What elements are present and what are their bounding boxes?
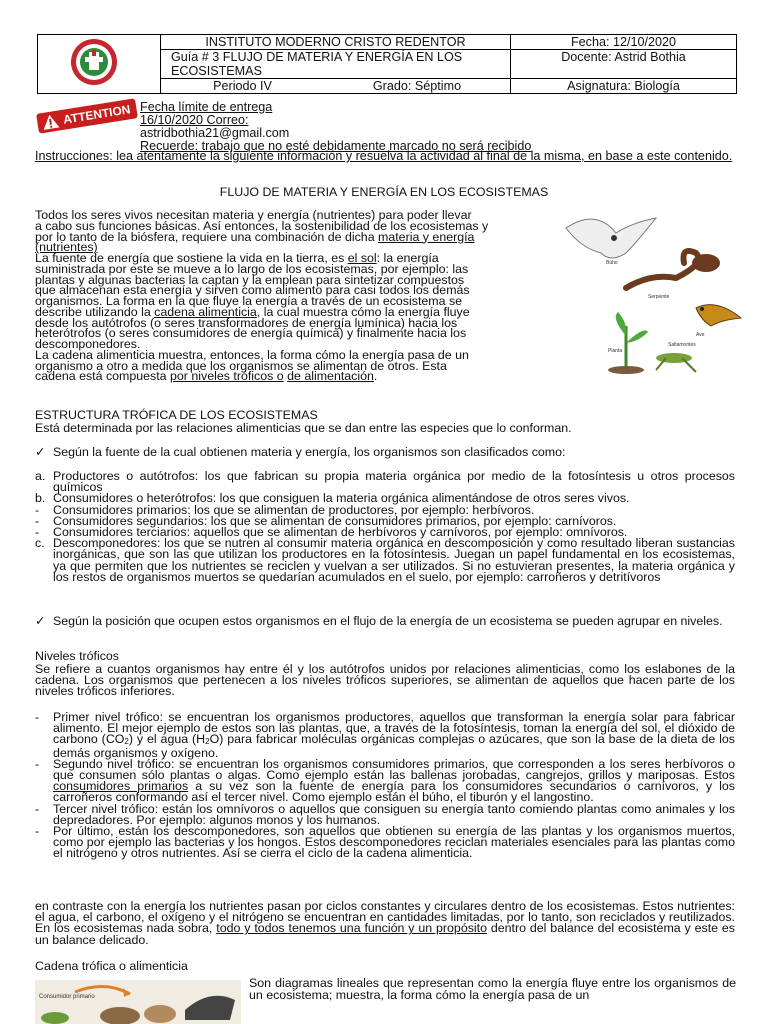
- deadline-block: [140, 101, 531, 153]
- contrast-paragraph: en contraste con la energía los nutrientes pasan por ciclos constantes y circulares dentro de los ecosistemas. Estos nutrientes: el agua, el carbono, el oxígeno y el nitrógeno se encuentran en cantidades limitadas, por lo tanto, son reciclados y reutilizados. En los ecosistemas nada sobra, todo y todos tenemos una función y un propósito dentro del balance del ecosistema y este es un balance delicado.: [35, 899, 735, 947]
- check-item-1: ✓ Según la fuente de la cual obtienen materia y energía, los organismos son clasificados como:: [35, 445, 566, 459]
- list-item: - Consumidores primarios: los que se alimentan de productores, por ejemplo: herbívoros.: [35, 502, 535, 517]
- estructura-heading: ESTRUCTURA TRÓFICA DE LOS ECOSISTEMAS: [35, 408, 318, 422]
- food-chain-figure: [556, 208, 744, 380]
- deadline-label: Fecha límite de entrega: [140, 100, 273, 114]
- image-label: Consumidor primario: [39, 994, 95, 1000]
- estructura-desc: Está determinada por las relaciones alimenticias que se dan entre las especies que lo conforman.: [35, 421, 572, 435]
- school-seal-icon: [69, 37, 119, 87]
- intro-paragraph: Todos los seres vivos necesitan materia y energía (nutrientes) para poder llevar a cabo sus funciones básicas. Así entonces, la sostenibilidad de los ecosistemas y por lo tanto de la biósfera, requiere una combinación de dicha materia y energía (nutrientes) La fuente de energía que sostiene la vida en la tierra, es el sol: la energía suministrada por este se mueve a lo largo de los ecosistemas, por ejemplo: las plantas y algunas bacterias la captan y la emplean para sintetizar compuestos que almacenan esta energía y sirven como alimento para casi todos los demás organismos. La forma en la que fluye la energía a través de un ecosistema se describe utilizando la cadena alimenticia, la cual muestra cómo la energía fluye desde los autótrofos (o seres transformadores de energía lumínica) hacia los heterótrofos (o seres consumidores de energía química) y finalmente hacia los descomponedores. La cadena alimenticia muestra, entonces, la forma cómo la energía pasa de un organismo a otro a medida que los organismos se alimentan de otros. Esta cadena está compuesta por niveles tróficos o de alimentación.: [35, 208, 489, 384]
- list-item: b. Consumidores o heterótrofos: los que consiguen la materia orgánica alimentándose de otros seres vivos.: [35, 491, 630, 506]
- animal-icon: [144, 1005, 176, 1023]
- checkmark-icon: ✓: [35, 445, 46, 459]
- list-item: - Tercer nivel trófico: están los omnívoros o aquellos que consiguen su energía tanto comiendo plantas como animales y los depredadores. Por ejemplo: algunos monos y los humanos.: [35, 801, 735, 827]
- cadena-alimenticia-term: cadena alimenticia: [154, 304, 257, 319]
- institution-name: INSTITUTO MODERNO CRISTO REDENTOR: [161, 35, 511, 50]
- grasshopper-label: Saltamontes: [668, 342, 696, 348]
- plant-icon: [608, 312, 648, 374]
- grasshopper-icon: [656, 353, 696, 372]
- date: Fecha: 12/10/2020: [511, 35, 737, 50]
- instructions: Instrucciones: lea atentamente la siguiente información y resuelva la actividad al final de la misma, en base a este contenido.: [35, 149, 733, 163]
- attention-label: ATTENTION: [62, 102, 132, 127]
- logo-cell: [38, 35, 161, 94]
- el-sol: el sol: [347, 251, 377, 265]
- list-item: - Primer nivel trófico: se encuentran los organismos productores, aquellos que transforman la energía solar para fabricar alimento. El mejor ejemplo de estos son las plantas, que, a través de la fotosíntesis, toman la energía del sol, el dióxido de carbono (CO2) y el agua (H2O) para fabricar moléculas orgánicas complejas o azúcares, que son la base de la dieta de los demás organismos y oxígeno.: [35, 710, 735, 760]
- cadena-heading: Cadena trófica o alimenticia: [35, 959, 188, 973]
- classification-list: [35, 471, 735, 583]
- guide-title: Guía # 3 FLUJO DE MATERIA Y ENERGÍA EN LOS ECOSISTEMAS: [161, 50, 511, 79]
- teacher: Docente: Astrid Bothia: [511, 50, 737, 79]
- header-table: [37, 34, 737, 94]
- list-item: - Consumidores segundarios: los que se alimentan de consumidores primarios, por ejemplo: carnívoros.: [35, 513, 617, 528]
- owl-icon: [566, 218, 656, 258]
- food-chain-image: [35, 980, 241, 1024]
- grass-icon: [41, 1012, 69, 1024]
- grade: Grado: Séptimo: [372, 79, 462, 93]
- subject: Asignatura: Biología: [511, 79, 737, 94]
- snake-icon: [626, 251, 720, 288]
- list-item: c. Descomponedores: los que se nutren al consumir materia orgánica en descomposición y como resultado liberan sustancias inorgánicas, que son las que utilizan los productores en la fotosíntesis. Juegan un papel fundamental en los ecosistemas, ya que permiten que los nutrientes se reciclen y vuelvan a ser utilizados. Si no estuvieran presentes, la materia orgánica y los restos de organismos muertos se quedarían acumulados en el suelo, por ejemplo: carroñeros y detritívoros: [35, 536, 735, 584]
- cadena-desc: Son diagramas lineales que representan como la energía fluye entre los organismos de un ecosistema; muestra, la forma cómo la energía pasa de un: [249, 976, 736, 1002]
- link-materia-energia: materia y energía: [378, 229, 475, 244]
- email-label: Correo:: [203, 113, 249, 127]
- list-item: - Segundo nivel trófico: se encuentran los organismos consumidores primarios, que corresponden a los seres herbívoros o que consumen sólo plantas o algas. Como ejemplo están las ballenas jorobadas, cangrejos, grillos y mariposas. Estos consumidores primarios a su vez son la fuente de energía para los consumidores secundarios o carnívoros, y los carroñeros conformando así el tercer nivel. Como ejemplo están el búho, el tiburón y el langostino.: [35, 756, 735, 805]
- checkmark-icon: ✓: [35, 614, 46, 628]
- attention-stamp: [36, 98, 138, 133]
- niveles-heading: Niveles tróficos: [35, 649, 120, 663]
- owl-label: Búho: [606, 260, 618, 266]
- list-item: - Por último, están los descomponedores, son aquellos que obtienen su energía de las plantas y los organismos muertos, como por ejemplo las bacterias y los hongos. Estos descomponedores reciclan materiales esenciales para las plantas como el nitrógeno y otros nutrientes. Así se cierra el ciclo de la cadena alimenticia.: [35, 824, 735, 861]
- deadline-warning: Recuerde: trabajo que no esté debidamente marcado no será recibido: [140, 139, 532, 153]
- bird-label: Ave: [696, 332, 705, 338]
- page-title: FLUJO DE MATERIA Y ENERGÍA EN LOS ECOSISTEMAS: [219, 185, 549, 199]
- niveles-list: [35, 712, 735, 860]
- niveles-desc: Se refiere a cuantos organismos hay entre él y los autótrofos unidos por relaciones alimenticias, como los eslabones de la cadena. Los organismos que pertenecen a los niveles tróficos superiores, se alimentan de aquellos que hacen parte de los niveles tróficos inferiores.: [35, 662, 735, 699]
- list-item: - Consumidores terciarios: aquellos que se alimentan de herbívoros y carnívoros, por ejemplo: omnívoros.: [35, 525, 628, 540]
- deadline-date: 16/10/2020: [140, 113, 204, 127]
- snake-label: Serpiente: [648, 294, 670, 300]
- warning-icon: [40, 112, 60, 131]
- plant-label: Planta: [608, 348, 623, 354]
- email-address: astridbothia21@gmail.com: [140, 126, 290, 140]
- period: Periodo IV: [213, 79, 272, 93]
- bird-icon: [696, 305, 741, 326]
- check-item-2: ✓ Según la posición que ocupen estos organismos en el flujo de la energía de un ecosistema se pueden agrupar en niveles.: [35, 614, 723, 628]
- period-grade-cell: [161, 79, 511, 94]
- list-item: a. Productores o autótrofos: los que fabrican su propia materia orgánica por medio de la fotosíntesis u otros procesos químicos: [35, 469, 735, 495]
